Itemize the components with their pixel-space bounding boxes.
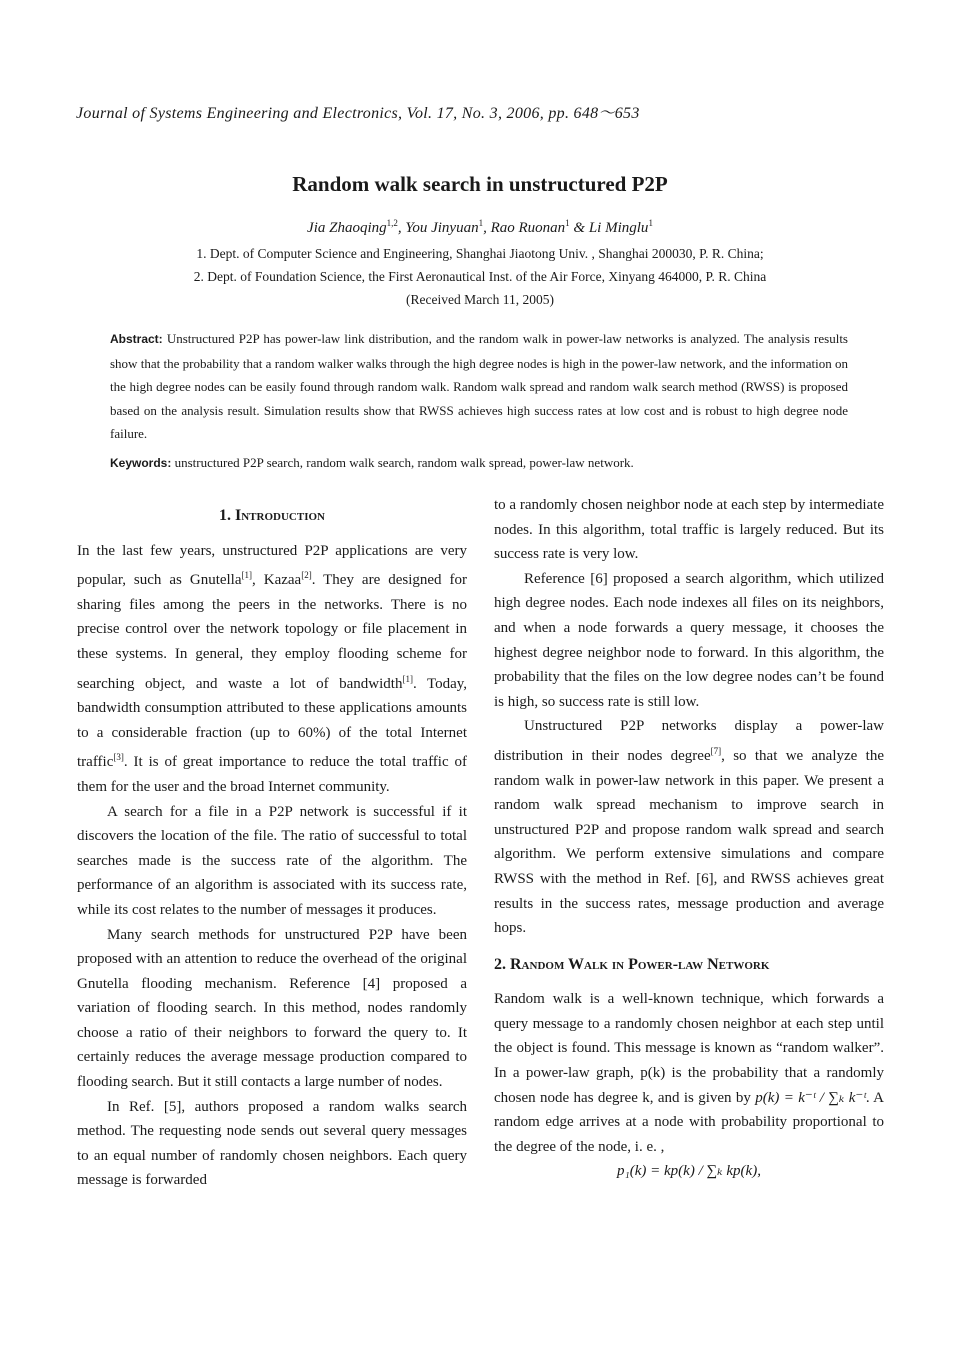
author-name: Jia Zhaoqing: [307, 220, 387, 236]
right-column: [494, 493, 884, 1184]
paragraph: Reference [6] proposed a search algorithm, which utilized high degree nodes. Each node indexes all files on its neighbors, and when a node forwards a query message, it chooses the highest degree neighbor node to forward. In this algorithm, the probability that the files on the low degree nodes can’t be found is high, so success rate is still low.: [494, 570, 884, 710]
abstract: [110, 327, 848, 446]
section-number: 2.: [494, 955, 506, 973]
author-name: Li Minglu: [588, 220, 649, 236]
journal-citation: Journal of Systems Engineering and Electronics, Vol. 17, No. 3, 2006, pp. 648～653: [76, 105, 640, 122]
section-heading-random-walk: [494, 953, 884, 978]
text: . It is of great importance to reduce the total traffic of them for the user and the broad Internet community.: [77, 754, 467, 795]
paragraph: In Ref. [5], authors proposed a random walks search method. The requesting node sends out several query messages to an equal number of randomly chosen neighbors. Each query message is forwarded: [77, 1098, 467, 1189]
section-title: Random Walk in Power-law Network: [510, 955, 770, 973]
paragraph: Many search methods for unstructured P2P have been proposed with an attention to reduce the overhead of the original Gnutella flooding mechanism. Reference [4] proposed a variation of flooding search. In this method, nodes randomly choose a ratio of their neighbors to forward the query to. It certainly reduces the average message production compared to flooding search. But it still contacts a large number of nodes.: [77, 926, 467, 1091]
text: Unstructured P2P networks display a power-law distribution in their nodes degree: [494, 718, 884, 764]
section-number: 1.: [219, 507, 232, 524]
text: , Kazaa: [252, 572, 302, 589]
author-affil-sup: 1: [478, 218, 484, 228]
text: . They are designed for sharing files among the peers in the networks. There is no precise control over the network topology or file placement in these systems. In general, they employ flooding scheme for searching object, and waste a lot of bandwidth: [77, 572, 467, 692]
citation: [3]: [113, 752, 124, 763]
section-heading-introduction: [77, 504, 467, 529]
author-affil-sup: 1: [648, 218, 653, 228]
inline-formula: p(k) = k⁻ᵗ / ∑ₖ k⁻ᵗ: [755, 1089, 866, 1106]
paragraph: [494, 987, 884, 1159]
paragraph: to a randomly chosen neighbor node at each step by intermediate nodes. In this algorithm, total traffic is largely reduced. But its success rate is very low.: [494, 497, 884, 563]
author-separator: ,: [397, 220, 406, 236]
affiliation-2: 2. Dept. of Foundation Science, the First Aeronautical Inst. of the Air Force, Xinyang 464000, P. R. China: [193, 269, 767, 284]
keywords: [110, 455, 848, 471]
text: Random walk is a well-known technique, which forwards a query message to a randomly chosen neighbor at each step until the object is found. This message is known as “random walker”. In a power-law graph, p(k) is the probability that a randomly chosen node has degree k, and is given by: [494, 991, 884, 1106]
abstract-label: Abstract:: [110, 332, 163, 346]
received-date: (Received March 11, 2005): [406, 292, 554, 307]
citation: [2]: [301, 570, 312, 581]
citation: [1]: [241, 570, 253, 581]
author-name: Rao Ruonan: [490, 220, 566, 236]
paragraph: A search for a file in a P2P network is successful if it discovers the location of the file. The ratio of successful to total searches made is the success rate of the algorithm. The performance of an algorithm is associated with its success rate, while its cost relates to the number of messages it produces.: [77, 803, 467, 918]
paragraph: [494, 714, 884, 940]
keywords-label: Keywords:: [110, 456, 172, 470]
keywords-text: unstructured P2P search, random walk search, random walk spread, power-law network.: [174, 455, 634, 470]
affiliation-1: 1. Dept. of Computer Science and Engineering, Shanghai Jiaotong Univ. , Shanghai 200030, P. R. China;: [196, 246, 764, 261]
author-separator: ,: [483, 220, 491, 236]
citation: [1]: [402, 673, 413, 684]
abstract-text: Unstructured P2P has power-law link distribution, and the random walk in power-law networks is analyzed. The analysis results show that the probability that a random walker walks through the high degree nodes is high in the power-law network, and the information on the high degree nodes can be easily found through random walk. Random walk spread and random walk search method (RWSS) is proposed based on the analysis result. Simulation results show that RWSS achieves high success rates at low cost and is robust to high degree node failure.: [110, 331, 848, 442]
text: . A random edge arrives at a node with probability proportional to the degree of the node, i. e. ,: [494, 1089, 884, 1155]
section-title: Introduction: [235, 507, 325, 524]
text: . Today, bandwidth consumption attributed to these applications amounts to a considerable fraction (up to 60%) of the total Internet traffic: [77, 675, 468, 771]
text: In the last few years, unstructured P2P applications are very popular, such as Gnutella: [77, 542, 467, 589]
author-separator: &: [569, 220, 589, 236]
equation: p₁(k) = kp(k) / ∑ₖ kp(k),: [617, 1163, 761, 1180]
author-list: [0, 218, 960, 237]
author-name: You Jinyuan: [405, 220, 479, 236]
paper-title: Random walk search in unstructured P2P: [292, 172, 668, 196]
author-affil-sup: 1,2: [386, 218, 398, 228]
text: , so that we analyze the random walk in power-law network in this paper. We present a random walk spread mechanism to improve search in unstructured P2P and propose random walk spread and search algorithm. We perform extensive simulations and compare RWSS with the method in Ref. [6], and RWSS achieves great results in the success rates, message production and average hops.: [494, 747, 884, 937]
citation: [7]: [710, 745, 722, 756]
author-affil-sup: 1: [565, 218, 570, 228]
paragraph: [77, 539, 467, 800]
left-column: [77, 504, 467, 1193]
